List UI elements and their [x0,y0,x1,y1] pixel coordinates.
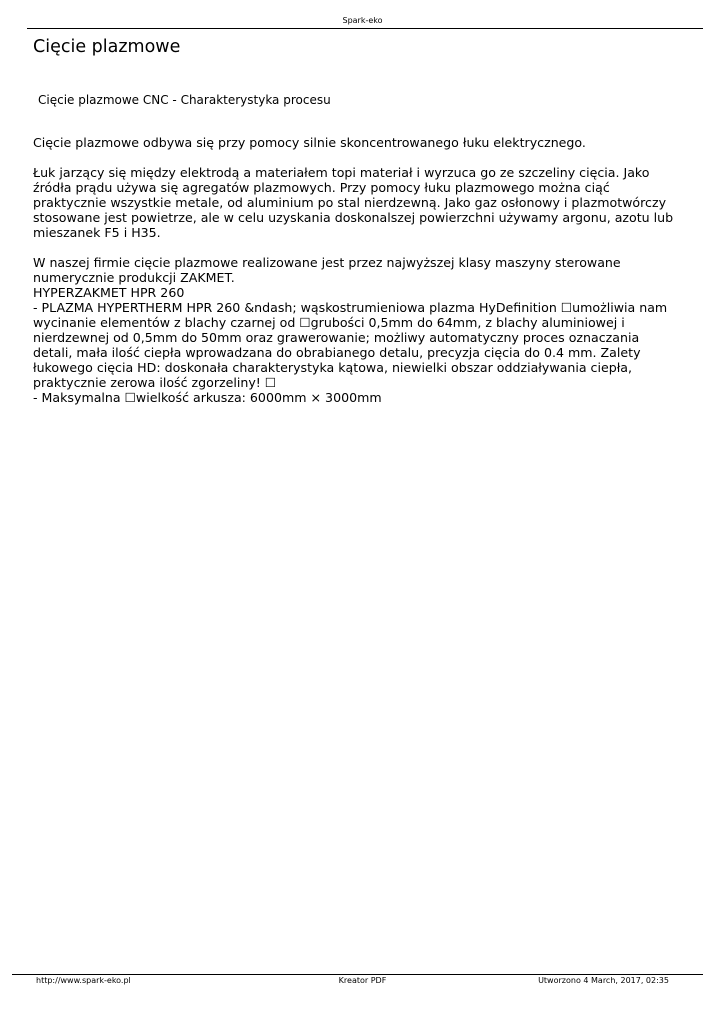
footer-generator: Kreator PDF [338,976,387,985]
footer-created-date: Utworzono 4 March, 2017, 02:35 [538,976,669,985]
machine-name: HYPERZAKMET HPR 260 [33,285,185,300]
page-footer [0,976,725,986]
bullet-plasma-spec: - PLAZMA HYPERTHERM HPR 260 &ndash; wąskostrumieniowa plazma HyDefinition ☐umożliwia nam wycinanie elementów z blachy czarnej od ☐grubości 0,5mm do 64mm, z blachy aluminiowej i nierdzewnej od 0,5mm do 50mm oraz grawerowanie; możliwy automatyczny proces oznaczania detali, mała ilość ciepła wprowadzana do obrabianego detalu, precyzja cięcia do 0.4 mm. Zalety łukowego cięcia HD: doskonała charakterystyka kątowa, niewielki obszar oddziaływania ciepła, praktycznie zerowa ilość zgorzeliny! ☐ [33,300,668,390]
paragraph-gap [33,150,681,165]
page-title: Cięcie plazmowe [33,37,181,57]
paragraph-process: Łuk jarzący się między elektrodą a materiałem topi materiał i wyrzuca go ze szczeliny cięcia. Jako źródła prądu używa się agregatów plazmowych. Przy pomocy łuku plazmowego można ciąć praktycznie wszystkie metale, od aluminium po stal nierdzewną. Jako gaz osłonowy i plazmotwórczy stosowane jest powietrze, ale w celu uzyskania doskonalszej powierzchni używamy argonu, azotu lub mieszanek F5 i H35. [33,165,674,240]
header-divider [27,28,703,29]
footer-url: http://www.spark-eko.pl [36,976,131,985]
header-site-name: Spark-eko [342,16,383,25]
bullet-sheet-size: - Maksymalna ☐wielkość arkusza: 6000mm × 3000mm [33,390,382,405]
paragraph-company: W naszej firmie cięcie plazmowe realizowane jest przez najwyższej klasy maszyny sterowane numerycznie produkcji ZAKMET. [33,255,621,285]
article-body [33,135,681,405]
footer-divider [12,974,703,975]
page-subtitle: Cięcie plazmowe CNC - Charakterystyka procesu [38,93,331,107]
paragraph-gap [33,240,681,255]
paragraph-intro: Cięcie plazmowe odbywa się przy pomocy silnie skoncentrowanego łuku elektrycznego. [33,135,586,150]
